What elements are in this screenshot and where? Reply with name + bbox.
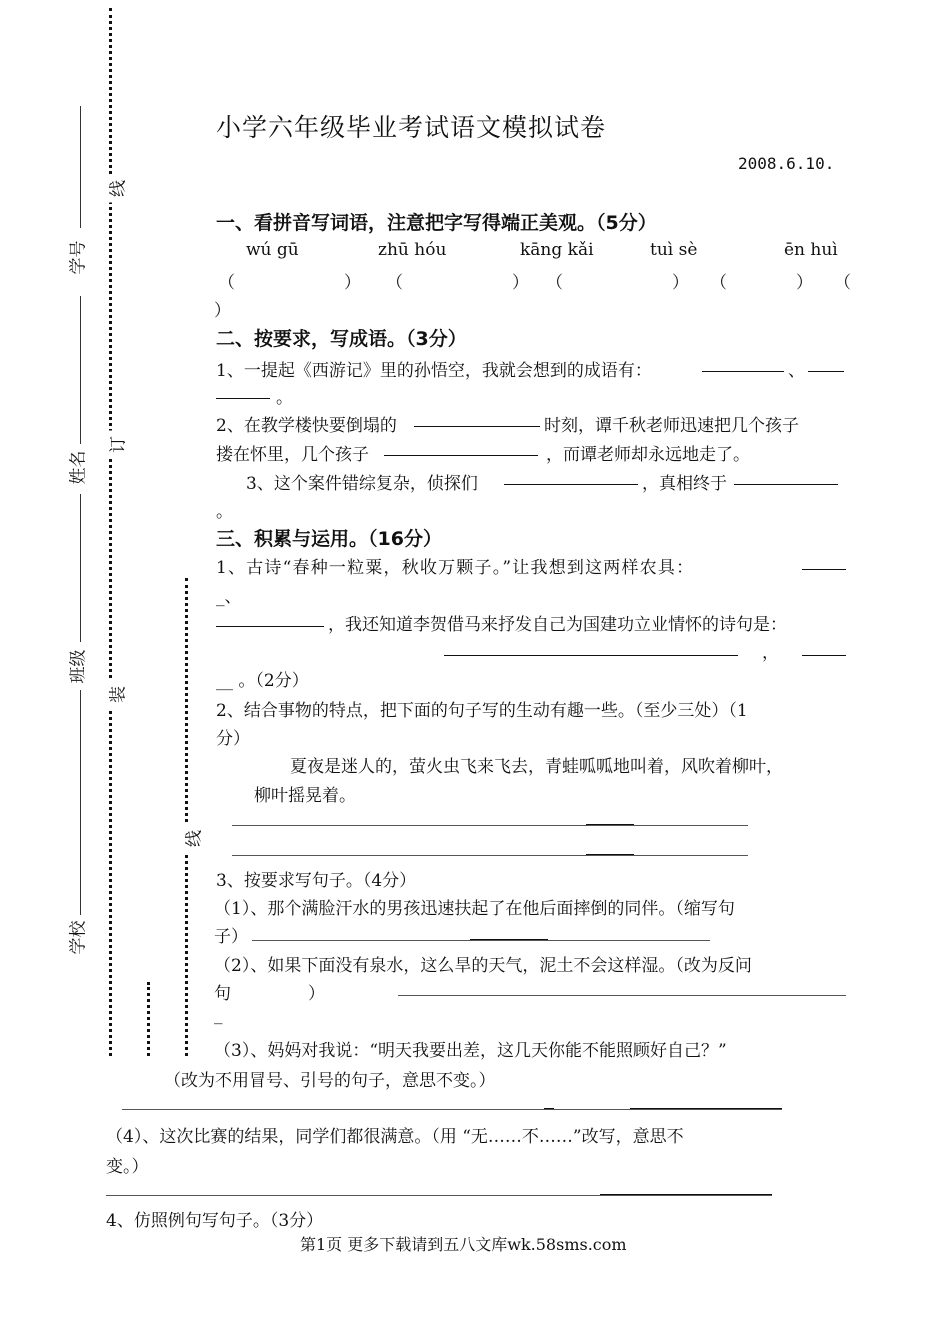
s3-q3-3-answer-line[interactable] — [122, 1109, 782, 1110]
s2-q1-end: 。 — [276, 388, 293, 408]
s3-q3-1-answer-line[interactable] — [252, 940, 710, 941]
s2-q3-text-b: ，真相终于 — [642, 474, 727, 494]
binding-dotted-line-outer — [109, 8, 112, 1056]
page-title: 小学六年级毕业考试语文模拟试卷 — [216, 113, 607, 142]
answer-box-1-close: ） — [344, 273, 361, 293]
pinyin-2: zhū hóu — [378, 240, 447, 260]
answer-box-1-open: （ — [218, 273, 235, 293]
student-no-label: 学号 — [68, 240, 89, 275]
pinyin-1: wú gū — [246, 240, 299, 260]
s3-q1-blank-2[interactable] — [216, 612, 324, 627]
answer-box-3-open: （ — [546, 273, 563, 293]
answer-box-3-close: ） — [672, 273, 689, 293]
name-write-line — [80, 296, 81, 444]
s3-q3-4-text-a: （4）、这次比赛的结果，同学们都很满意。（用 “无……不……”改写，意思不 — [106, 1127, 684, 1147]
s3-q3-1-text-a: （1）、那个满脸汗水的男孩迅速扶起了在他后面摔倒的同伴。（缩写句 — [214, 899, 735, 919]
s2-q1-blank-2b[interactable] — [216, 384, 270, 399]
s3-q2-text-a: 2、结合事物的特点，把下面的句子写的生动有趣一些。（至少三处）（1 — [216, 701, 748, 721]
s2-q2-text-b: 时刻，谭千秋老师迅速把几个孩子 — [544, 416, 799, 436]
s3-q2-passage-1: 夏夜是迷人的，萤火虫飞来飞去，青蛙呱呱地叫着，风吹着柳叶， — [290, 757, 783, 777]
binding-mark-line-inner: 线 — [180, 825, 205, 853]
name-label: 姓名 — [68, 450, 89, 485]
s3-q1-text-b: _、 — [216, 587, 242, 607]
answer-box-2-open: （ — [386, 273, 403, 293]
s3-q3-4-answer-mark — [600, 1194, 772, 1195]
s3-q2-answer-line-2[interactable] — [232, 855, 748, 856]
page-footer: 第1页 更多下载请到五八文库wk.58sms.com — [300, 1235, 627, 1254]
s3-q1-text-a: 1、古诗“春种一粒粟，秋收万颗子。”让我想到这两样农具： — [216, 558, 695, 578]
s3-q3-3-text-a: （3）、妈妈对我说：“明天我要出差，这几天你能不能照顾好自己？” — [214, 1041, 727, 1061]
school-write-line — [80, 690, 81, 915]
s3-q3-heading: 3、按要求写句子。（4分） — [216, 871, 417, 891]
section1-heading: 一、看拼音写词语，注意把字写得端正美观。（5分） — [216, 212, 657, 234]
s2-q3-end: 。 — [216, 502, 233, 522]
s3-q3-3-answer-mark-2 — [630, 1108, 782, 1109]
s3-q2-text-b: 分） — [216, 729, 250, 749]
s2-q2-blank-1[interactable] — [414, 412, 540, 427]
s3-q1-end: __ 。（2分） — [216, 671, 309, 691]
student-no-write-line — [80, 106, 81, 228]
s3-q3-1-answer-mark — [470, 939, 548, 940]
s2-q1-blank-1[interactable] — [702, 357, 784, 372]
pinyin-5: ēn huì — [784, 240, 838, 260]
s2-q2-blank-2[interactable] — [384, 441, 538, 456]
answer-box-5-open: （ — [834, 273, 851, 293]
s3-q3-2-answer-line[interactable] — [398, 995, 846, 996]
s3-q3-2-text-d: _ — [214, 1005, 223, 1025]
s2-q1-text: 1、一提起《西游记》里的孙悟空，我就会想到的成语有： — [216, 361, 652, 381]
s3-q2-passage-2: 柳叶摇晃着。 — [254, 786, 356, 806]
s3-q3-2-text-a: （2）、如果下面没有泉水，这么旱的天气，泥土不会这样湿。（改为反问 — [214, 956, 752, 976]
s2-q3-blank-1[interactable] — [504, 470, 638, 485]
pinyin-3: kāng kǎi — [520, 240, 594, 260]
s3-q1-text-c: ，我还知道李贺借马来抒发自己为国建功立业情怀的诗句是： — [328, 615, 787, 635]
s3-q1-blank-3[interactable] — [444, 641, 738, 656]
s2-q1-sep: 、 — [788, 361, 805, 381]
s3-q1-blank-1[interactable] — [802, 555, 846, 570]
s3-q3-3-text-b: （改为不用冒号、引号的句子，意思不变。） — [164, 1071, 496, 1091]
binding-mark-staple: 订 — [104, 431, 129, 459]
pinyin-4: tuì sè — [650, 240, 698, 260]
s2-q2-text-d: ，而谭老师却永远地走了。 — [546, 445, 750, 465]
s3-q3-2-text-b: 句 — [214, 984, 231, 1004]
answer-box-4-close: ） — [796, 273, 813, 293]
binding-mark-bind: 装 — [104, 681, 129, 709]
s3-q4-heading: 4、仿照例句写句子。（3分） — [106, 1211, 324, 1231]
section3-heading: 三、积累与运用。（16分） — [216, 528, 442, 550]
answer-box-4-open: （ — [710, 273, 727, 293]
school-label: 学校 — [68, 920, 89, 955]
exam-date: 2008.6.10. — [738, 154, 835, 173]
s3-q3-2-text-c: ） — [308, 984, 325, 1004]
s3-q1-blank-4[interactable] — [802, 641, 846, 656]
s3-q3-4-text-b: 变。） — [106, 1157, 149, 1177]
s3-q3-1-text-b: 子） — [214, 927, 248, 947]
s3-q2-answer-line-1[interactable] — [232, 825, 748, 826]
s3-q3-3-answer-mark-1 — [544, 1108, 554, 1109]
binding-dotted-line-short — [147, 982, 150, 1056]
s3-q2-answer-line-2-mark — [586, 854, 634, 855]
answer-box-2-close: ） — [512, 273, 529, 293]
binding-dotted-line-inner — [185, 578, 188, 1056]
s2-q3-text-a: 3、这个案件错综复杂，侦探们 — [246, 474, 478, 494]
answer-box-5-close: ） — [214, 301, 231, 321]
s2-q1-blank-2[interactable] — [808, 357, 844, 372]
s3-q3-4-answer-line[interactable] — [106, 1195, 772, 1196]
s2-q2-text-c: 搂在怀里，几个孩子 — [216, 445, 369, 465]
s3-q2-answer-line-1-mark — [586, 824, 634, 825]
binding-mark-line: 线 — [104, 175, 129, 203]
s2-q3-blank-2[interactable] — [734, 470, 838, 485]
class-write-line — [80, 494, 81, 642]
s3-q1-comma: ， — [762, 643, 779, 663]
section2-heading: 二、按要求，写成语。（3分） — [216, 328, 467, 350]
s2-q2-text-a: 2、在教学楼快要倒塌的 — [216, 416, 397, 436]
class-label: 班级 — [68, 649, 89, 684]
